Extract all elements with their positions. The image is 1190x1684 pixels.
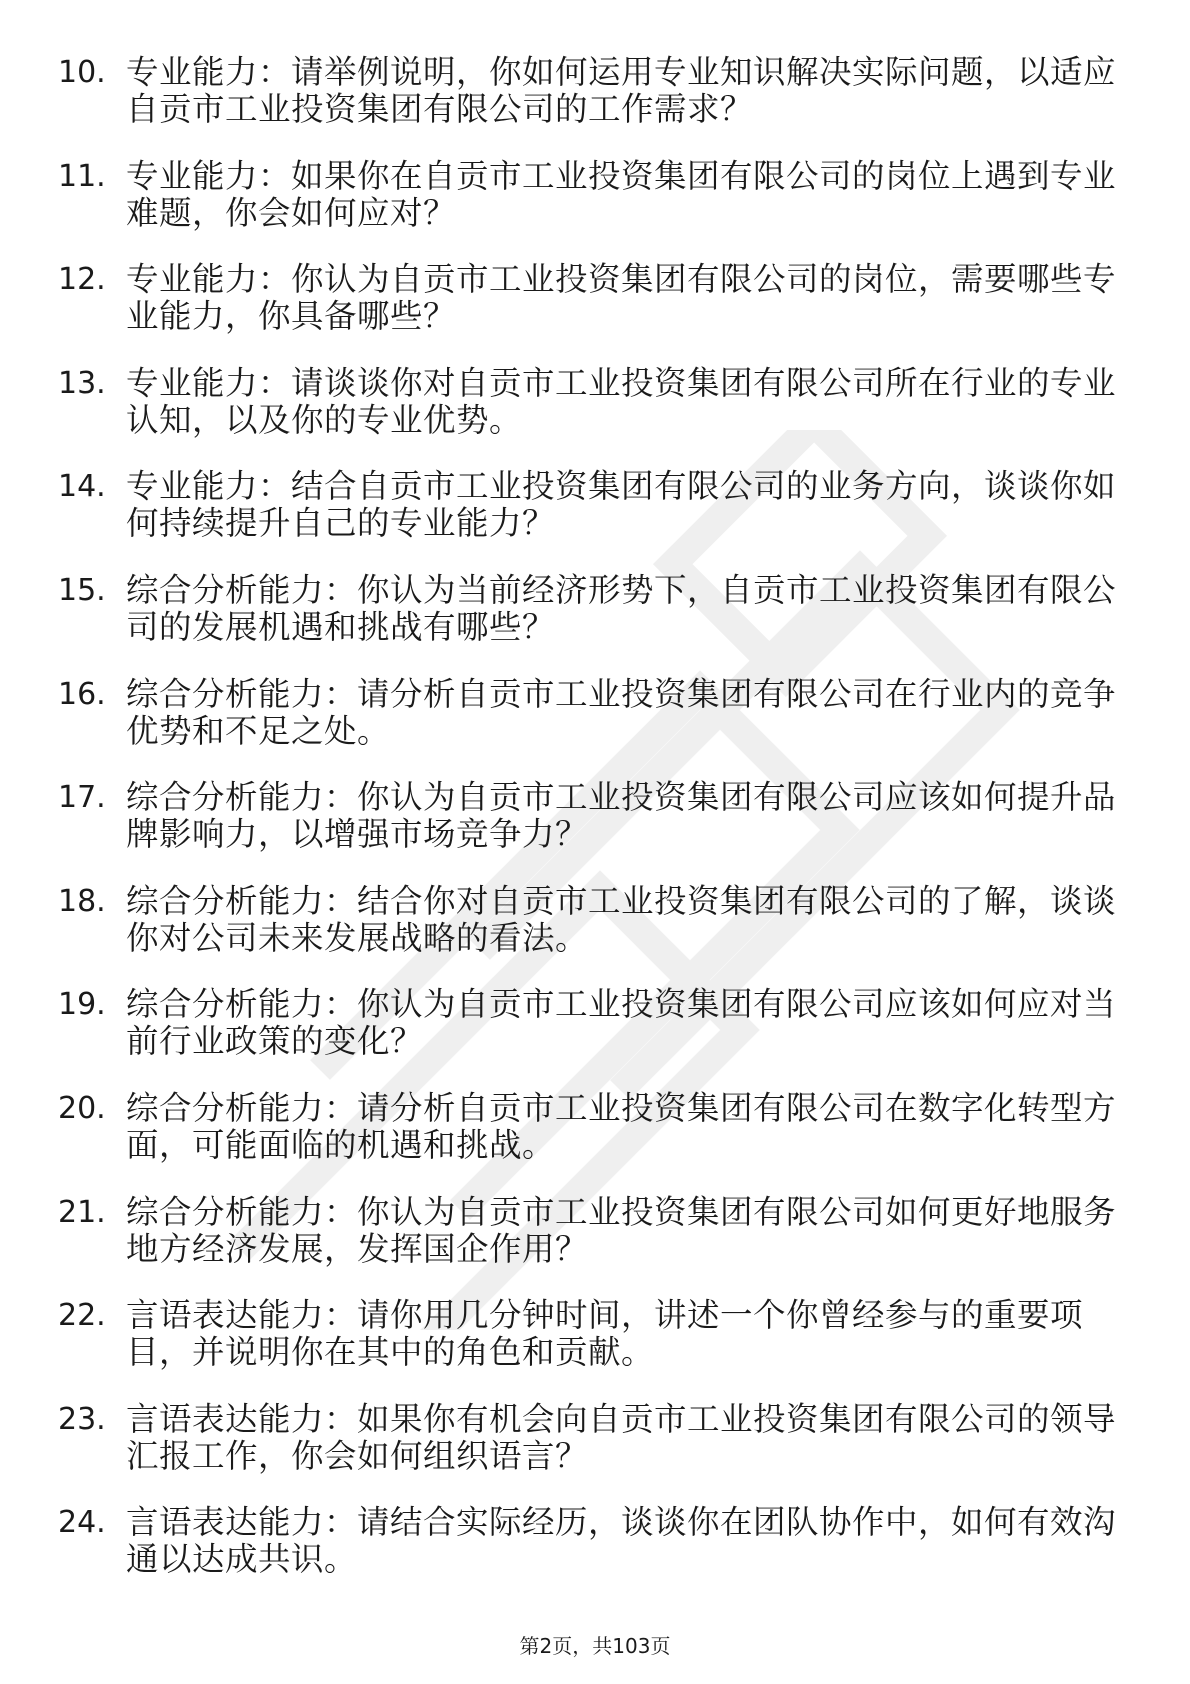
question-text: 专业能力：结合自贡市工业投资集团有限公司的业务方向，谈谈你如何持续提升自己的专业能力？ <box>126 467 1117 543</box>
question-text: 言语表达能力：请结合实际经历，谈谈你在团队协作中，如何有效沟通以达成共识。 <box>126 1503 1117 1579</box>
question-item <box>0 1190 1190 1294</box>
question-text: 综合分析能力：你认为自贡市工业投资集团有限公司应该如何提升品牌影响力，以增强市场竞争力？ <box>126 778 1117 854</box>
question-text: 综合分析能力：你认为自贡市工业投资集团有限公司如何更好地服务地方经济发展，发挥国企作用？ <box>126 1192 1117 1268</box>
question-text: 综合分析能力：你认为自贡市工业投资集团有限公司应该如何应对当前行业政策的变化？ <box>126 985 1117 1061</box>
question-number: 18. <box>58 883 106 919</box>
question-item <box>0 464 1190 568</box>
question-number: 19. <box>58 987 106 1023</box>
question-text: 综合分析能力：结合你对自贡市工业投资集团有限公司的了解，谈谈你对公司未来发展战略的看法。 <box>126 881 1117 957</box>
question-number: 13. <box>58 365 106 401</box>
question-list <box>0 50 1190 1604</box>
question-number: 14. <box>58 469 106 505</box>
question-number: 22. <box>58 1298 106 1334</box>
question-number: 24. <box>58 1505 106 1541</box>
question-number: 21. <box>58 1194 106 1230</box>
question-number: 15. <box>58 572 106 608</box>
question-text: 综合分析能力：请分析自贡市工业投资集团有限公司在数字化转型方面，可能面临的机遇和挑战。 <box>126 1088 1117 1164</box>
question-item <box>0 775 1190 879</box>
question-number: 16. <box>58 676 106 712</box>
question-number: 10. <box>58 55 106 90</box>
question-text: 综合分析能力：你认为当前经济形势下，自贡市工业投资集团有限公司的发展机遇和挑战有哪些？ <box>126 570 1117 646</box>
question-item <box>0 1397 1190 1501</box>
question-text: 专业能力：你认为自贡市工业投资集团有限公司的岗位，需要哪些专业能力，你具备哪些？ <box>126 260 1117 336</box>
page-footer: 第2页，共103页 <box>519 1634 671 1658</box>
question-item <box>0 50 1190 154</box>
question-number: 23. <box>58 1401 106 1437</box>
question-text: 综合分析能力：请分析自贡市工业投资集团有限公司在行业内的竞争优势和不足之处。 <box>126 674 1117 750</box>
question-item <box>0 879 1190 983</box>
question-item <box>0 1293 1190 1397</box>
question-item <box>0 1500 1190 1604</box>
question-item <box>0 1086 1190 1190</box>
question-number: 11. <box>58 158 106 194</box>
question-item <box>0 568 1190 672</box>
question-text: 言语表达能力：如果你有机会向自贡市工业投资集团有限公司的领导汇报工作，你会如何组织语言？ <box>126 1399 1117 1475</box>
question-text: 言语表达能力：请你用几分钟时间，讲述一个你曾经参与的重要项目，并说明你在其中的角色和贡献。 <box>126 1296 1084 1372</box>
question-number: 17. <box>58 780 106 816</box>
question-text: 专业能力：请举例说明，你如何运用专业知识解决实际问题，以适应自贡市工业投资集团有限公司的工作需求？ <box>126 53 1117 128</box>
question-text: 专业能力：请谈谈你对自贡市工业投资集团有限公司所在行业的专业认知，以及你的专业优势。 <box>126 363 1117 439</box>
question-item <box>0 361 1190 465</box>
question-item <box>0 982 1190 1086</box>
question-item <box>0 257 1190 361</box>
question-item <box>0 154 1190 258</box>
question-item <box>0 672 1190 776</box>
question-number: 12. <box>58 262 106 298</box>
question-text: 专业能力：如果你在自贡市工业投资集团有限公司的岗位上遇到专业难题，你会如何应对？ <box>126 156 1117 232</box>
question-number: 20. <box>58 1090 106 1126</box>
